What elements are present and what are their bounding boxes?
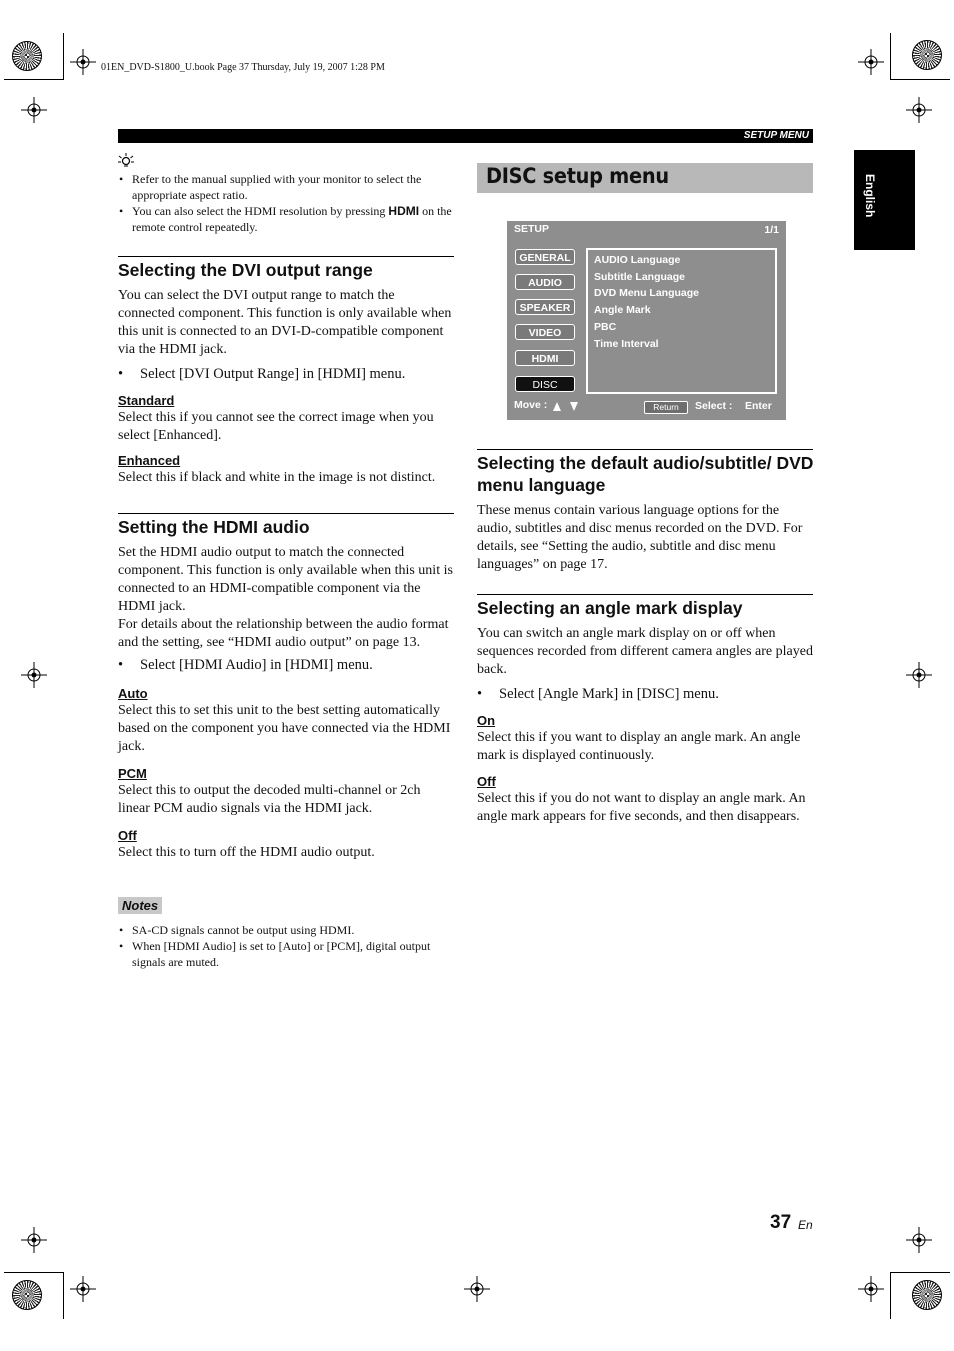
crop-mark bbox=[890, 1272, 891, 1319]
tip-bulb-icon bbox=[118, 153, 134, 167]
registration-target-icon bbox=[858, 1276, 884, 1302]
notes-badge-wrap bbox=[118, 897, 162, 915]
hdmi-key-label: HDMI bbox=[388, 204, 420, 218]
option-text-auto: Select this to set this unit to the best setting automatically based on the component you have connected via the HDMI jack. bbox=[118, 703, 451, 754]
book-info: 01EN_DVD-S1800_U.book Page 37 Thursday, July 19, 2007 1:28 PM bbox=[101, 62, 385, 73]
registration-target-icon bbox=[70, 49, 96, 75]
angle-heading: Selecting an angle mark display bbox=[477, 598, 743, 618]
osd-tab-speaker: SPEAKER bbox=[515, 299, 575, 315]
tip-item: • Refer to the manual supplied with your monitor to select the appropriate aspect ratio. bbox=[118, 171, 458, 203]
notes-badge: Notes bbox=[118, 897, 162, 914]
registration-target-icon bbox=[906, 97, 932, 123]
disc-title-box bbox=[477, 163, 813, 193]
option-text-pcm: Select this to output the decoded multi-channel or 2ch linear PCM audio signals via the HDMI jack. bbox=[118, 783, 421, 816]
option-title-auto: Auto bbox=[118, 686, 148, 701]
dvi-section bbox=[118, 259, 454, 487]
side-tab-label: English bbox=[863, 174, 877, 218]
option-title-enhanced: Enhanced bbox=[118, 453, 181, 468]
tip-text: You can also select the HDMI resolution by pressing bbox=[132, 204, 389, 218]
osd-item: DVD Menu Language bbox=[594, 287, 700, 300]
tip-text: on the remote control repeatedly. bbox=[132, 204, 452, 234]
language-side-tab bbox=[854, 150, 915, 250]
hdmi-audio-heading: Setting the HDMI audio bbox=[118, 517, 310, 537]
registration-target-icon bbox=[70, 1276, 96, 1302]
section-divider bbox=[118, 513, 454, 514]
tip-item bbox=[118, 203, 458, 235]
osd-tab-disc: DISC bbox=[515, 376, 575, 392]
dvi-bullet: • Select [DVI Output Range] in [HDMI] menu. bbox=[118, 365, 454, 383]
angle-section bbox=[477, 597, 817, 826]
option-text-angle-off: Select this if you do not want to display an angle mark. An angle mark appears for five seconds, and then disappears. bbox=[477, 791, 806, 824]
registration-target-icon bbox=[21, 662, 47, 688]
option-title-standard: Standard bbox=[118, 393, 175, 408]
osd-tab-audio: AUDIO bbox=[515, 274, 575, 290]
osd-enter-label: Enter bbox=[745, 400, 772, 412]
registration-target-icon bbox=[21, 97, 47, 123]
registration-target-icon bbox=[858, 49, 884, 75]
option-text-on: Select this if you want to display an angle mark. An angle mark is displayed continuously. bbox=[477, 730, 801, 763]
osd-item: AUDIO Language bbox=[594, 254, 681, 266]
registration-target-icon bbox=[906, 1227, 932, 1253]
notes-list-wrap bbox=[118, 922, 458, 970]
page-title: DISC setup menu bbox=[486, 164, 669, 188]
page-language: En bbox=[798, 1218, 813, 1232]
angle-bullet: • Select [Angle Mark] in [DISC] menu. bbox=[477, 685, 817, 703]
osd-select-label: Select : bbox=[695, 400, 733, 412]
tips-list bbox=[118, 171, 458, 235]
registration-wheel-icon bbox=[12, 1280, 42, 1310]
osd-title: SETUP bbox=[514, 223, 550, 235]
hdmi-audio-bullet: • Select [HDMI Audio] in [HDMI] menu. bbox=[118, 656, 454, 674]
osd-tab-video: VIDEO bbox=[515, 324, 575, 340]
registration-target-icon bbox=[21, 1227, 47, 1253]
page-number: 37 bbox=[770, 1212, 792, 1233]
section-divider bbox=[477, 449, 813, 450]
registration-target-icon bbox=[464, 1276, 490, 1302]
setup-osd-screenshot bbox=[507, 221, 786, 420]
angle-intro: You can switch an angle mark display on or off when sequences recorded from different camera angles are played back. bbox=[477, 626, 813, 677]
crop-mark bbox=[63, 1272, 64, 1319]
crop-mark bbox=[4, 1272, 64, 1273]
section-header-label: SETUP MENU bbox=[743, 130, 809, 141]
osd-tab-general: GENERAL bbox=[515, 249, 575, 265]
osd-item: PBC bbox=[594, 320, 617, 333]
crop-mark bbox=[890, 1272, 950, 1273]
osd-item: Subtitle Language bbox=[594, 270, 686, 283]
osd-move-label: Move : bbox=[514, 399, 548, 411]
dvi-heading: Selecting the DVI output range bbox=[118, 260, 373, 280]
registration-wheel-icon bbox=[912, 1280, 942, 1310]
section-divider bbox=[477, 594, 813, 595]
note-item: • When [HDMI Audio] is set to [Auto] or [PCM], digital output signals are muted. bbox=[118, 938, 458, 970]
option-text-off: Select this to turn off the HDMI audio output. bbox=[118, 845, 375, 860]
osd-page: 1/1 bbox=[764, 224, 779, 236]
tips-list-wrap bbox=[118, 171, 458, 235]
crop-mark bbox=[890, 33, 891, 80]
option-title-off: Off bbox=[118, 828, 137, 843]
osd-item: Angle Mark bbox=[594, 304, 651, 317]
crop-mark bbox=[890, 79, 950, 80]
dvi-intro: You can select the DVI output range to match the connected component. This function is only available when this unit is connected to an DVI-D-compatible component via the HDMI jack. bbox=[118, 288, 452, 357]
osd-item: Time Interval bbox=[594, 337, 659, 350]
crop-mark bbox=[63, 33, 64, 80]
registration-wheel-icon bbox=[12, 41, 42, 71]
option-title-pcm: PCM bbox=[118, 766, 147, 781]
language-section bbox=[477, 452, 817, 574]
up-down-arrow-icon bbox=[553, 401, 579, 411]
hdmi-audio-intro: Set the HDMI audio output to match the connected component. This function is only available when this unit is connected to an HDMI-compatible component via the HDMI jack. bbox=[118, 545, 453, 614]
registration-wheel-icon bbox=[912, 40, 942, 70]
osd-return-key: Return bbox=[644, 401, 688, 414]
section-header-bar bbox=[118, 129, 813, 143]
note-item: • SA-CD signals cannot be output using HDMI. bbox=[118, 922, 458, 938]
hdmi-audio-section bbox=[118, 516, 454, 862]
osd-tab-hdmi: HDMI bbox=[515, 350, 575, 366]
section-divider bbox=[118, 256, 454, 257]
option-text-standard: Select this if you cannot see the correct image when you select [Enhanced]. bbox=[118, 410, 434, 443]
language-text: These menus contain various language options for the audio, subtitles and disc menus recorded on the DVD. For details, see “Setting the audio, subtitle and disc menu languages” on page 17. bbox=[477, 503, 803, 572]
hdmi-audio-intro-2: For details about the relationship between the audio format and the setting, see “HDMI audio output” on page 13. bbox=[118, 617, 449, 650]
registration-target-icon bbox=[906, 662, 932, 688]
notes-list bbox=[118, 922, 458, 970]
language-heading: Selecting the default audio/subtitle/ DVD menu language bbox=[477, 453, 814, 495]
osd-item-panel bbox=[586, 248, 777, 394]
option-title-on: On bbox=[477, 713, 496, 728]
option-text-enhanced: Select this if black and white in the image is not distinct. bbox=[118, 470, 436, 485]
option-title-angle-off: Off bbox=[477, 774, 496, 789]
crop-mark bbox=[4, 79, 64, 80]
